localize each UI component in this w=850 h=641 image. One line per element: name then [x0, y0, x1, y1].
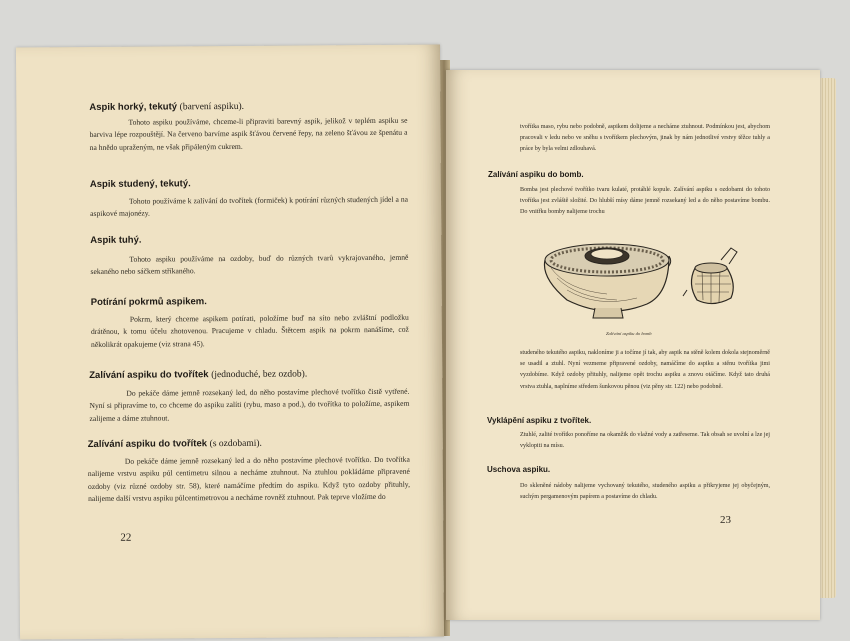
section-text: Pokrm, který chceme aspikem potírati, položíme buď na síto nebo zvláštní podložku drátěnou, k tomu účelu zhotovenou. Pracujeme v chladu. Štětcem aspik na pokrm nanášíme, což několikrát opakujeme (viz strana 45).	[90, 312, 409, 349]
section-title: Zalívání aspiku do bomb.	[488, 170, 584, 179]
section-title: Zalívání aspiku do tvořítek (s ozdobami).	[87, 438, 262, 450]
section-title: Vyklápění aspiku z tvořítek.	[487, 416, 592, 425]
section-text: Tohoto aspiku používáme, chceme-li připraviti barevný aspik, jelikož v teplém aspiku se barviva lépe rozpouštějí. Na červeno barvíme aspik šťávou červené řepy, na zeleno šťávou ze špenátu a na hnědo upraženým, ne však připáleným cukrem.	[89, 115, 408, 152]
section-text: studeného tekutého aspiku, nakloníme ji a točíme jí tak, aby aspik na stěně kolem dokola stejnoměrně se usadil a ztuhl. Nyní vezmeme připravené ozdoby, namáčíme do aspiku a stěnu tvořítka jimi vyzdobíme. Když ozdoby přituhly, nalijeme opět trochu aspiku a znovu otáčíme. Když tato druhá vrstva ztuhla, naplníme středem šunkovou pěnou (viz pěny str. 122) nebo podobně.	[520, 350, 770, 390]
section-text: Bomba jest plechové tvořítko tvaru kulaté, protáhlé kopule. Zalívání aspiku s ozdobami do tohoto tvořítka jest zvláště složité. Do hlubší mísy dáme jemně rozsekaný led a do něho postavíme bombu. Do vnitřku bomby nalijeme trochu	[520, 187, 770, 216]
section-text: Do skleněné nádoby nalijeme vychovaný tekutého, studeného aspiku a přikryjeme jej obyčejným, suchým pergamenovým papírem a postavíme do chladu.	[520, 483, 770, 501]
section-title: Aspik tuhý.	[90, 234, 142, 246]
section-text: Tohoto používáme k zalívání do tvořítek (formiček) k potírání různých studených jídel a na aspikové majonézy.	[90, 194, 409, 219]
left-page	[16, 45, 444, 640]
section-text: Tohoto aspiku používáme na ozdoby, buď do různých tvarů vykrajovaného, jemně sekaného nebo sáčkem stříkaného.	[90, 252, 409, 277]
section-title: Zalívání aspiku do tvořítek (jednoduché, bez ozdob).	[89, 369, 308, 381]
section-title: Uschova aspiku.	[487, 465, 551, 474]
right-page	[446, 70, 820, 620]
section-title: Potírání pokrmů aspikem.	[90, 296, 207, 308]
illustration-caption: Zalívání aspiku do bomb	[606, 331, 652, 336]
section-text: Do pekáče dáme jemně rozsekaný led a do něho postavíme plechové tvořítko. Do tvořítka nalijeme vrstvu aspiku půl centimetru silnou a necháme ztuhnout. Na ztuhlou pokládáme připravené ozdoby (viz různé ozdoby str. 58), které namáčíme předtím do aspiku. Když tyto ozdoby přituhly, nalijeme další vrstvu aspiku půlcentimetrovou a necháme rovněž ztuhnout. Pak teprve vložíme do	[87, 454, 411, 503]
bomb-mold-illustration-icon	[537, 238, 773, 334]
page-number: 22	[120, 531, 132, 544]
section-text: Ztuhlé, zalité tvořítko ponoříme na okamžik do vlažné vody a zatřeseme. Tak obsah se uvolní a lze jej vyklopiti na mísu.	[520, 432, 770, 450]
section-title: Aspik horký, tekutý (barvení aspiku).	[89, 101, 245, 113]
section-text: Do pekáče dáme jemně rozsekaný led, do něho postavíme plechové tvořítko čistě vytřené. Nyní si připravíme to, co chceme do aspiku zalíti (rybu, maso a pod.), do tvořítka to položíme, aspikem zalijeme a dáme ztuhnout.	[89, 386, 410, 423]
intro-text: tvořítka maso, rybu nebo podobně, aspikem dolijeme a necháme ztuhnout. Podmínkou jest, abychom pracovali v ledu nebo ve sněhu s tvořítkem plechovým, jinak by nám jednotlivé vrstvy těžce tuhly a práce by byla velmi zdlouhavá.	[520, 124, 770, 153]
section-title: Aspik studený, tekutý.	[89, 178, 191, 190]
page-number: 23	[720, 514, 731, 526]
